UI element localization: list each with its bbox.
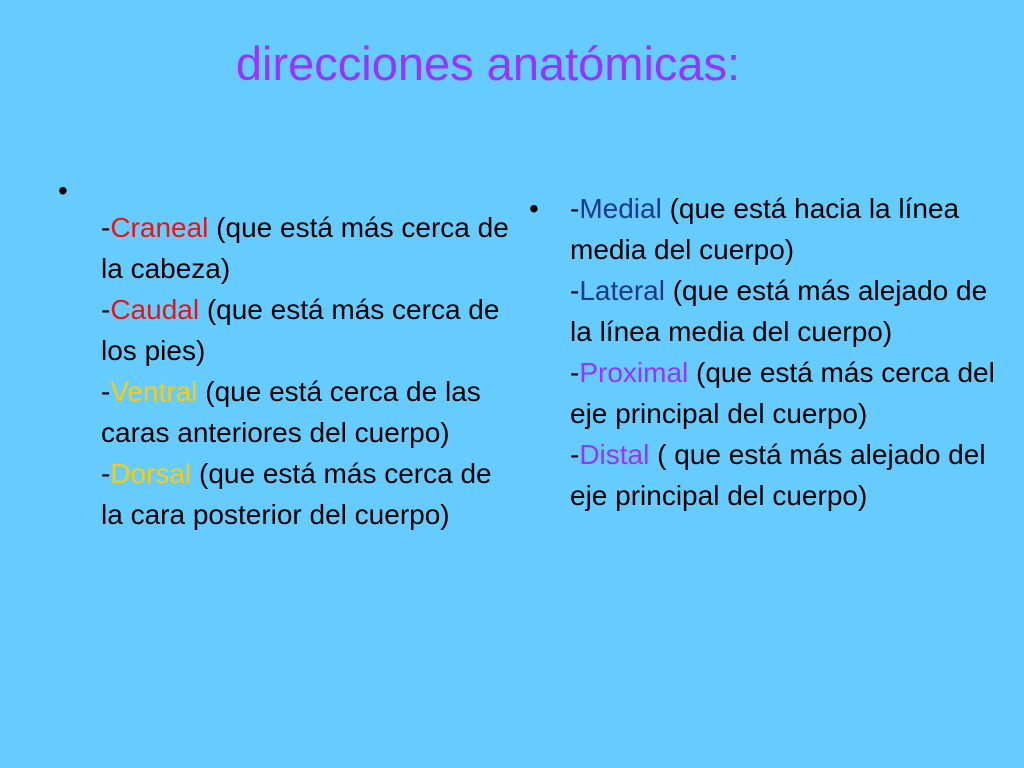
entry-medial (570, 188, 1010, 270)
description-proximal: (que está más cerca del eje principal del cuerpo) (570, 357, 995, 429)
entry-prefix: - (101, 294, 111, 325)
entry-prefix: - (101, 212, 111, 243)
bullet-right: • (529, 193, 539, 224)
description-caudal: (que está más cerca de los pies) (101, 294, 500, 366)
term-medial: Medial (579, 193, 662, 224)
entry-craneal (101, 207, 521, 289)
entry-dorsal (101, 453, 521, 535)
left-column (101, 207, 521, 535)
entry-prefix: - (570, 439, 580, 470)
entry-prefix: - (101, 376, 111, 407)
term-craneal: Craneal (110, 212, 209, 243)
description-lateral: (que está más alejado de la línea media del cuerpo) (570, 275, 988, 347)
description-medial: (que está hacia la línea media del cuerpo) (570, 193, 960, 265)
term-distal: Distal (579, 439, 650, 470)
entry-prefix: - (570, 275, 580, 306)
term-dorsal: Dorsal (110, 458, 192, 489)
entry-proximal (570, 352, 1010, 434)
entry-prefix: - (570, 193, 580, 224)
description-craneal: (que está más cerca de la cabeza) (101, 212, 509, 284)
right-column (570, 188, 1010, 516)
description-distal: ( que está más alejado del eje principal del cuerpo) (570, 439, 986, 511)
term-proximal: Proximal (579, 357, 689, 388)
description-dorsal: (que está más cerca de la cara posterior del cuerpo) (101, 458, 492, 530)
entry-ventral (101, 371, 521, 453)
entry-prefix: - (570, 357, 580, 388)
entry-distal (570, 434, 1010, 516)
entry-lateral (570, 270, 1010, 352)
entry-prefix: - (101, 458, 111, 489)
bullet-left: • (58, 175, 68, 206)
entry-caudal (101, 289, 521, 371)
description-ventral: (que está cerca de las caras anteriores del cuerpo) (101, 376, 481, 448)
slide-title: direcciones anatómicas: (235, 37, 741, 90)
term-caudal: Caudal (110, 294, 200, 325)
term-ventral: Ventral (110, 376, 198, 407)
term-lateral: Lateral (579, 275, 665, 306)
